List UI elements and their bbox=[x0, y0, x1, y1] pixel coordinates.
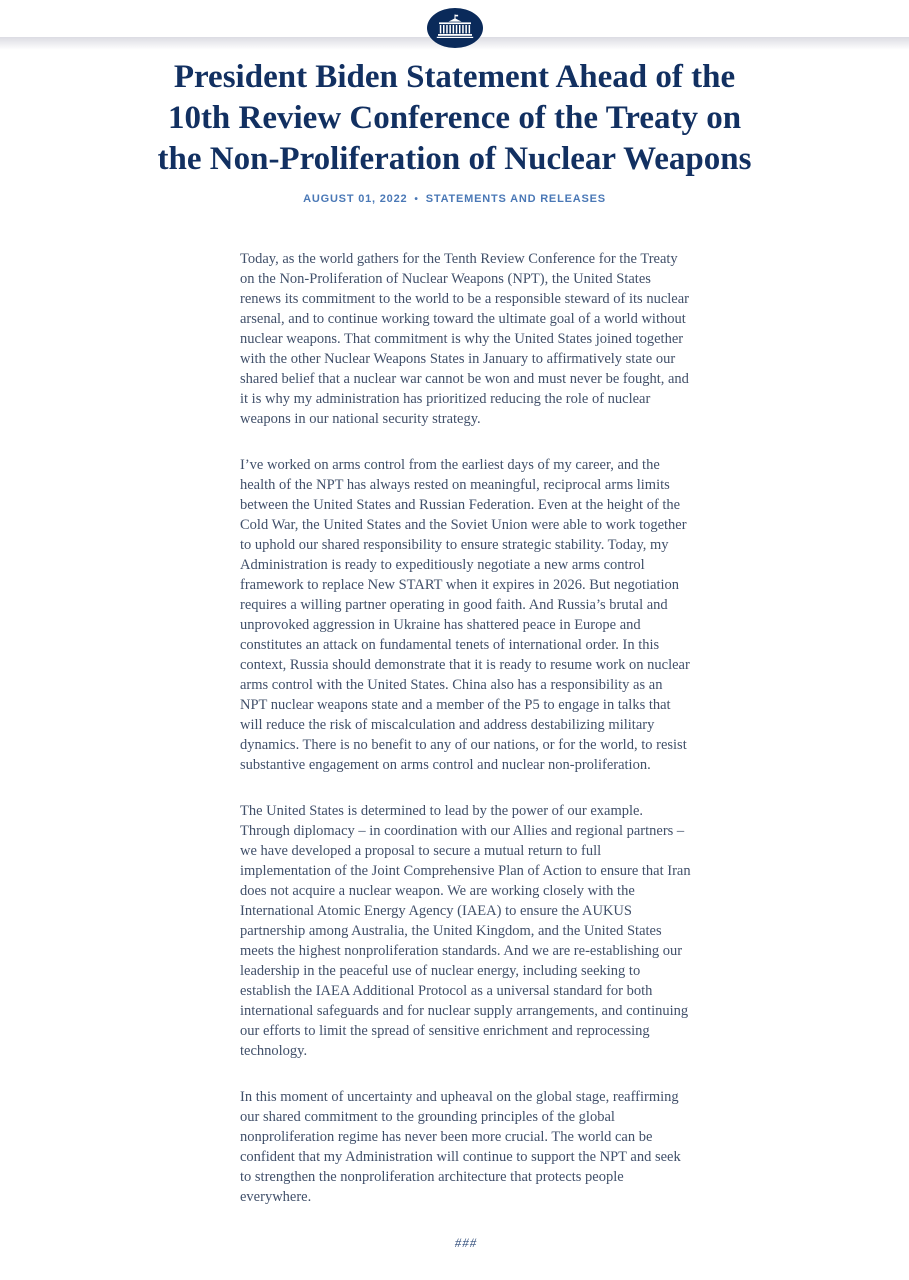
white-house-icon bbox=[427, 8, 483, 48]
whitehouse-logo[interactable] bbox=[427, 8, 483, 48]
post-date: AUGUST 01, 2022 bbox=[303, 193, 408, 205]
end-mark: ### bbox=[454, 1235, 478, 1250]
article-paragraph: Today, as the world gathers for the Tenth Review Conference for the Treaty on the Non-Proliferation of Nuclear Weapons (NPT), the United States renews its commitment to the world to be a responsible steward of its nuclear arsenal, and to continue working toward the ultimate goal of a world without nuclear weapons. That commitment is why the United States joined together with the other Nuclear Weapons States in January to affirmatively state our shared belief that a nuclear war cannot be won and must never be fought, and it is why my administration has prioritized reducing the role of nuclear weapons in our national security strategy. bbox=[240, 251, 689, 427]
article-paragraph: I’ve worked on arms control from the earliest days of my career, and the health of the NPT has always rested on meaningful, reciprocal arms limits between the United States and Russian Federation. Even at the height of the Cold War, the United States and the Soviet Union were able to work together to uphold our shared responsibility to ensure strategic stability. Today, my Administration is ready to expeditiously negotiate a new arms control framework to replace New START when it expires in 2026. But negotiation requires a willing partner operating in good faith. And Russia’s brutal and unprovoked aggression in Ukraine has shattered peace in Europe and constitutes an attack on fundamental tenets of international order. In this context, Russia should demonstrate that it is ready to resume work on nuclear arms control with the United States. China also has a responsibility as an NPT nuclear weapons state and a member of the P5 to engage in talks that will reduce the risk of miscalculation and address destabilizing military dynamics. There is no benefit to any of our nations, or for the world, to resist substantive engagement on arms control and nuclear non-proliferation. bbox=[240, 457, 690, 773]
article-paragraph: The United States is determined to lead by the power of our example. Through diplomacy – in coordination with our Allies and regional partners – we have developed a proposal to secure a mutual return to full implementation of the Joint Comprehensive Plan of Action to ensure that Iran does not acquire a nuclear weapon. We are working closely with the International Atomic Energy Agency (IAEA) to ensure the AUKUS partnership among Australia, the United Kingdom, and the United States meets the highest nonproliferation standards. And we are re-establishing our leadership in the peaceful use of nuclear energy, including seeking to establish the IAEA Additional Protocol as a universal standard for both international safeguards and for nuclear supply arrangements, and continuing our efforts to limit the spread of sensitive enrichment and reprocessing technology. bbox=[240, 803, 691, 1059]
article-meta bbox=[0, 193, 909, 205]
category-link[interactable]: STATEMENTS AND RELEASES bbox=[425, 193, 606, 205]
meta-separator: • bbox=[414, 194, 419, 205]
article bbox=[0, 37, 909, 1253]
article-paragraph: In this moment of uncertainty and upheaval on the global stage, reaffirming our shared commitment to the grounding principles of the global nonproliferation regime has never been more crucial. The world can be confident that my Administration will continue to support the NPT and seek to strengthen the nonproliferation architecture that protects people everywhere. bbox=[240, 1089, 681, 1205]
page-title: President Biden Statement Ahead of the 10th Review Conference of the Treaty on the Non-Proliferation of Nuclear Weapons bbox=[157, 59, 752, 177]
article-body bbox=[240, 249, 692, 1253]
